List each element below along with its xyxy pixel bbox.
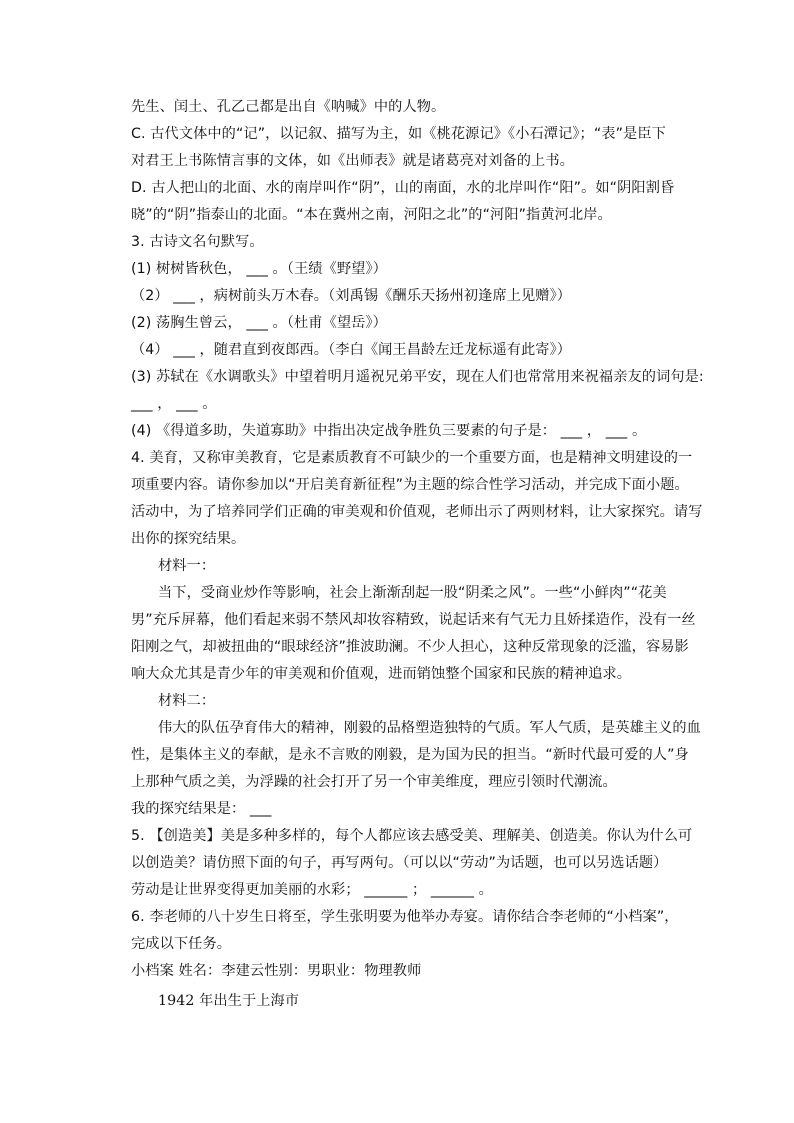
text-line: 以创造美？请仿照下面的句子，再写两句。（可以以“劳动”为话题，也可以另选话题） (131, 855, 668, 871)
text-line: 我的探究结果是： ___ (131, 801, 272, 817)
question-heading: 5. 【创造美】美是多种多样的，每个人都应该去感受美、理解美、创造美。你认为什么可 (131, 828, 693, 844)
text-line: (1) 树树皆秋色， ___ 。（王绩《野望》） (131, 261, 387, 277)
text-line: C. 古代文体中的“记”，以记叙、描写为主，如《桃花源记》《小石潭记》；“表”是臣下 (131, 126, 666, 142)
text-line: 晓”的“阴”指泰山的北面。“本在冀州之南，河阳之北”的“河阳”指黄河北岸。 (131, 207, 612, 223)
text-line: 先生、闰土、孔乙己都是出自《呐喊》中的人物。 (131, 99, 446, 115)
text-line: (4) 《得道多助，失道寡助》中指出决定战争胜负三要素的句子是： ___ ， ___ 。 (131, 423, 647, 439)
text-line: （4） ___ ，随君直到夜郎西。（李白《闻王昌龄左迁龙标遥有此寄》） (131, 342, 572, 358)
text-line: ___ ， ___ 。 (131, 396, 217, 412)
text-line: (3) 苏轼在《水调歌头》中望着明月遥祝兄弟平安，现在人们也常常用来祝福亲友的词句是: (131, 369, 704, 385)
text-line: 伟大的队伍孕育伟大的精神，刚毅的品格塑造独特的气质。军人气质，是英雄主义的血 (158, 720, 701, 736)
text-line: 完成以下任务。 (131, 936, 232, 952)
text-line: 对君王上书陈情言事的文体，如《出师表》就是诸葛亮对刘备的上书。 (131, 153, 574, 169)
text-line: (2) 荡胸生曾云， ___ 。（杜甫《望岳》） (131, 315, 387, 331)
profile-birth-line: 1942 年出生于上海市 (158, 993, 300, 1009)
material-heading: 材料一： (158, 558, 216, 574)
text-line: 劳动是让世界变得更加美丽的水彩； ______ ； ______ 。 (131, 882, 493, 898)
material-heading: 材料二： (158, 693, 216, 709)
question-heading: 3. 古诗文名句默写。 (131, 234, 264, 250)
text-line: D. 古人把山的北面、水的南岸叫作“阴”，山的南面，水的北岸叫作“阳”。如“阴阳割昏 (131, 180, 675, 196)
question-heading: 6. 李老师的八十岁生日将至，学生张明要为他举办寿宴。请你结合李老师的“小档案”， (131, 909, 679, 925)
text-line: 项重要内容。请你参加以“开启美育新征程”为主题的综合性学习活动，并完成下面小题。 (131, 477, 689, 493)
text-line: （2） ___ ，病树前头万木春。（刘禹锡《酬乐天扬州初逢席上见赠》） (131, 288, 572, 304)
text-line: 当下，受商业炒作等影响，社会上渐渐刮起一股“阴柔之风”。一些“小鲜肉”“花美 (158, 585, 667, 601)
text-line: 出你的探究结果。 (131, 531, 246, 547)
text-line: 性，是集体主义的奉献，是永不言败的刚毅，是为国为民的担当。“新时代最可爱的人”身 (131, 747, 689, 763)
text-line: 男”充斥屏幕，他们看起来弱不禁风却妆容精致，说起话来有气无力且娇揉造作，没有一丝 (131, 612, 696, 628)
text-line: 阳刚之气，却被扭曲的“眼球经济”推波助澜。不少人担心，这种反常现象的泛滥，容易影 (131, 639, 689, 655)
profile-header: 小档案 姓名：李建云性别：男职业：物理教师 (131, 963, 422, 979)
text-line: 上那种气质之美，为浮躁的社会打开了另一个审美维度，理应引领时代潮流。 (131, 774, 617, 790)
question-heading: 4. 美育，又称审美教育，它是素质教育不可缺少的一个重要方面，也是精神文明建设的一 (131, 450, 693, 466)
text-line: 活动中，为了培养同学们正确的审美观和价值观，老师出示了两则材料，让大家探究。请写 (131, 504, 703, 520)
text-line: 响大众尤其是青少年的审美观和价值观，进而销蚀整个国家和民族的精神追求。 (131, 666, 632, 682)
